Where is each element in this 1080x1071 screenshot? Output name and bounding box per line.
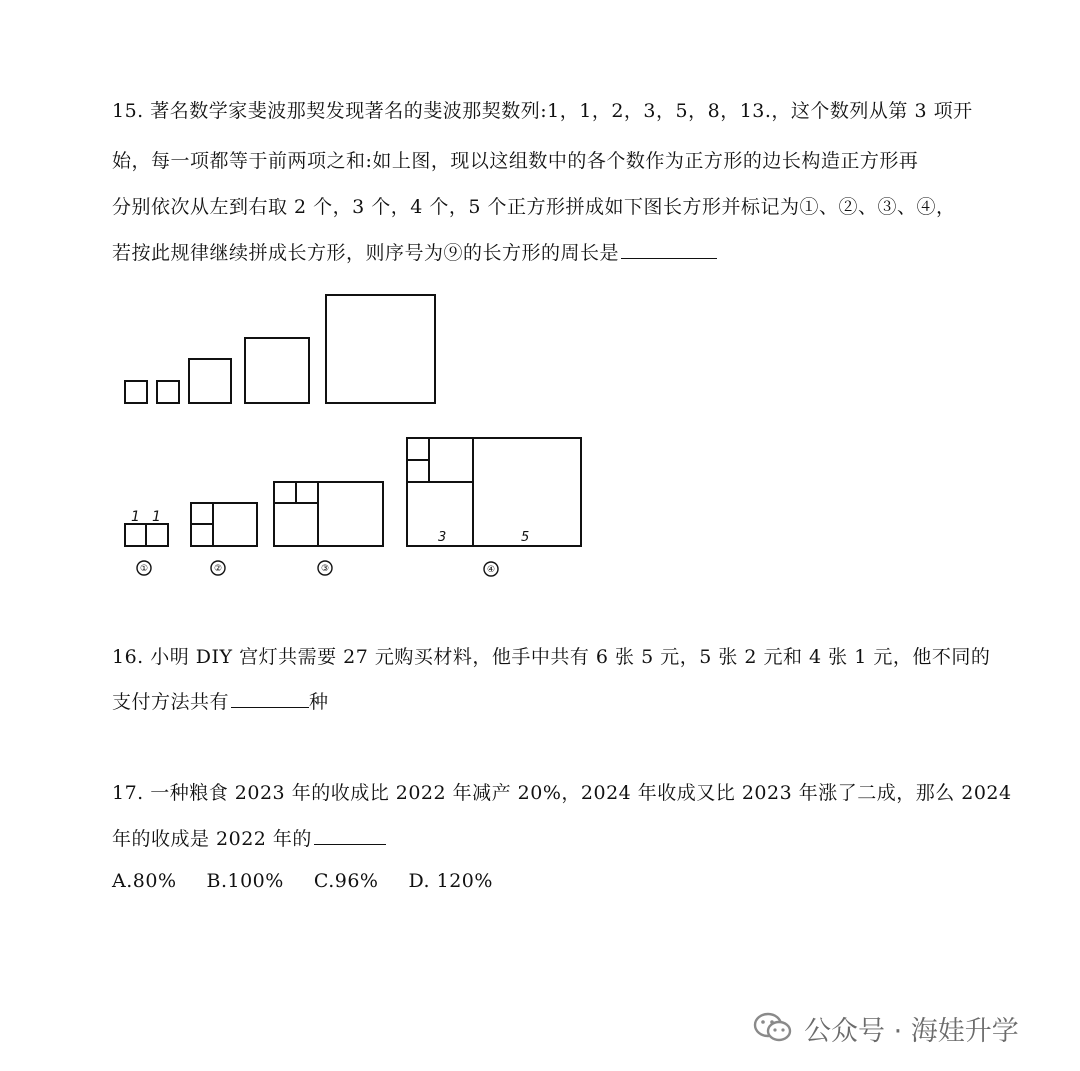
wechat-icon [752, 1010, 794, 1046]
q17-prompt: 年的收成是 2022 年的 [112, 828, 312, 850]
label-text-1: ① [139, 564, 149, 574]
q16-answer-blank[interactable] [231, 689, 309, 708]
q15-line-3: 分别依次从左到右取 2 个，3 个，4 个，5 个正方形拼成如下图长方形并标记为①、②、③、④， [112, 196, 956, 218]
rectangle-4 [407, 438, 581, 546]
q16-line-1: 16. 小明 DIY 宫灯共需要 27 元购买材料，他手中共有 6 张 5 元，5 张 2 元和 4 张 1 元，他不同的 [112, 646, 991, 668]
square-side-2 [189, 359, 231, 403]
square-side-3 [245, 338, 309, 403]
option-d[interactable]: D. 120% [408, 870, 493, 892]
option-b[interactable]: B.100% [206, 870, 284, 892]
label-text-4: ④ [486, 565, 496, 575]
q16-prompt: 支付方法共有 [112, 691, 230, 713]
label-text-3: ③ [320, 564, 330, 574]
option-a[interactable]: A.80% [112, 870, 177, 892]
q15-line-1: 15. 著名数学家斐波那契发现著名的斐波那契数列:1，1，2，3，5，8，13.，这个数列从第 3 项开 [112, 100, 973, 122]
q17-line-2 [112, 824, 386, 851]
q15-line-2: 始，每一项都等于前两项之和:如上图，现以这组数中的各个数作为正方形的边长构造正方形再 [112, 150, 919, 172]
hand-label-1b: 1 [152, 509, 161, 525]
hand-label-5: 5 [521, 530, 530, 545]
q17-answer-blank[interactable] [314, 826, 386, 845]
rectangle-2 [191, 503, 257, 546]
option-c[interactable]: C.96% [313, 870, 379, 892]
q17-options [112, 870, 493, 892]
watermark-text: 公众号 · 海娃升学 [804, 1015, 1019, 1047]
q16-suffix: 种 [309, 691, 329, 713]
square-side-1a [125, 381, 147, 403]
rectangle-1 [125, 524, 168, 546]
square-side-5 [326, 295, 435, 403]
hand-label-3: 3 [438, 530, 447, 545]
q15-prompt: 若按此规律继续拼成长方形，则序号为⑨的长方形的周长是 [112, 242, 620, 264]
label-text-2: ② [213, 564, 223, 574]
watermark [752, 1008, 1019, 1048]
q16-line-2 [112, 687, 329, 714]
q17-line-1: 17. 一种粮食 2023 年的收成比 2022 年减产 20%，2024 年收成又比 2023 年涨了二成，那么 2024 [112, 782, 1012, 804]
rectangle-3 [274, 482, 383, 546]
square-side-1b [157, 381, 179, 403]
hand-label-1a: 1 [131, 509, 140, 525]
